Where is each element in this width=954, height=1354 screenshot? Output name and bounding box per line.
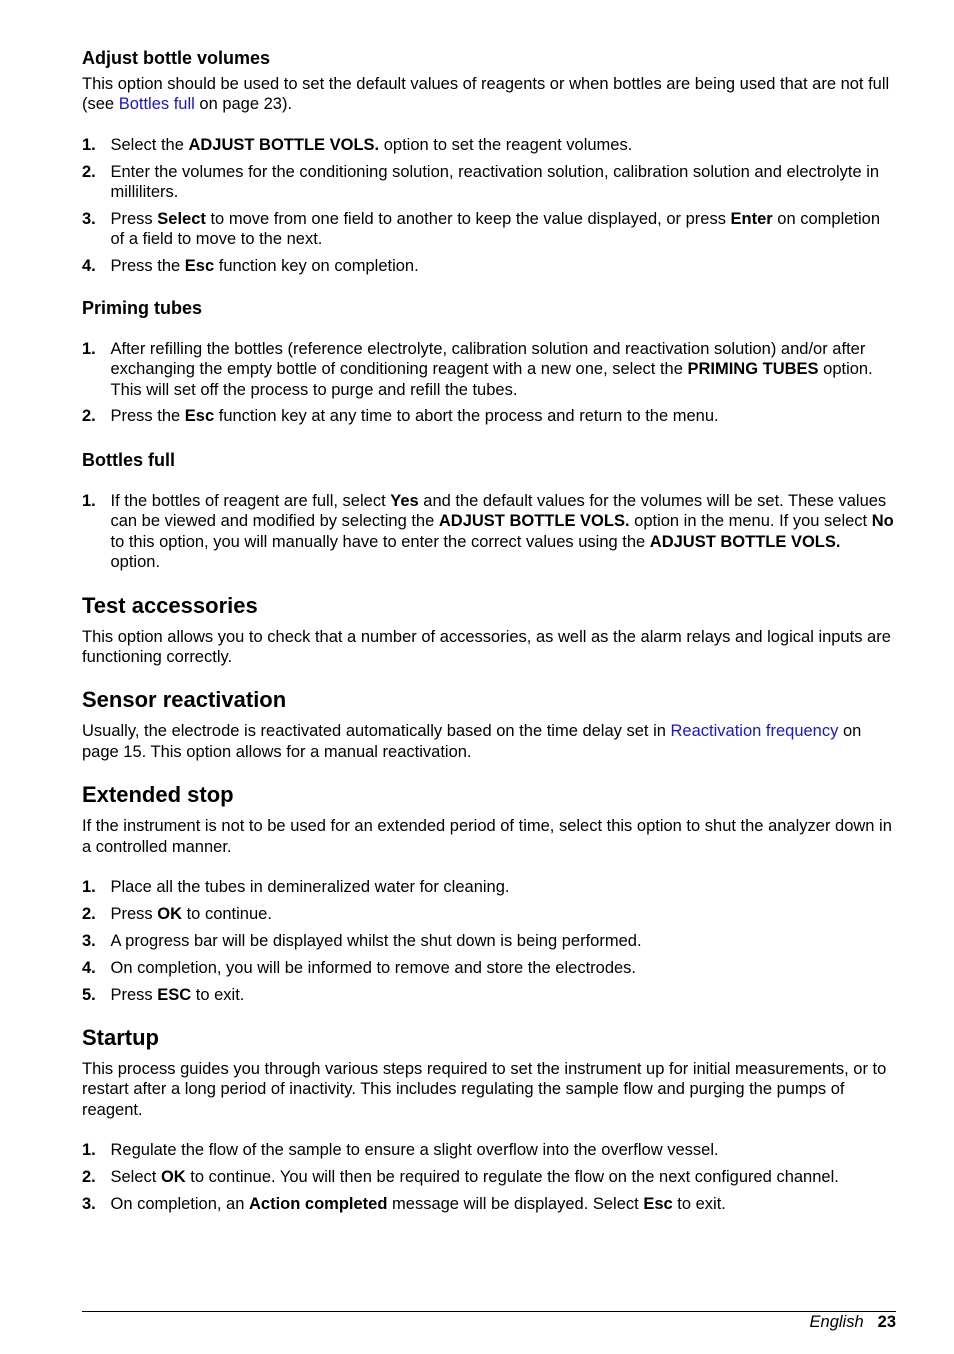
step-number: 2. [82, 904, 96, 923]
list-item [82, 406, 894, 426]
step-number: 1. [82, 491, 96, 510]
list-item [82, 209, 894, 250]
list-item [82, 135, 894, 155]
step-text: option in the menu. If you select [629, 512, 872, 531]
list-item [82, 162, 894, 203]
step-text: to continue. You will then be required to regulate the flow on the next configured channel. [185, 1168, 839, 1187]
step-text: On completion, you will be informed to remove and store the electrodes. [110, 958, 637, 977]
list-item [82, 339, 894, 400]
step-text: If the bottles of reagent are full, select [110, 491, 391, 510]
step-text: Press the [110, 257, 185, 276]
step-text: On completion, an [110, 1195, 249, 1213]
heading-test-accessories: Test accessories [82, 592, 258, 618]
list-item [82, 1140, 894, 1160]
step-text: to move from one field to another to keep the value displayed, or press [205, 210, 731, 229]
step-bold: ADJUST BOTTLE VOLS. [188, 135, 380, 154]
step-text: function key on completion. [214, 257, 419, 276]
step-number: 1. [82, 1141, 96, 1160]
startup-body: This process guides you through various steps required to set the instrument up for initial measurements, or to restart after a long period of inactivity. This includes regulating the sample flow and purging the pumps of reagent. [82, 1059, 887, 1119]
list-item [82, 877, 894, 897]
footer-divider [82, 1311, 896, 1312]
footer-language: English [809, 1313, 864, 1331]
list-item [82, 904, 894, 924]
step-number: 1. [82, 135, 96, 154]
adjust-intro [82, 74, 894, 115]
reactivation-text-a: Usually, the electrode is reactivated automatically based on the time delay set in [82, 722, 671, 741]
page-content [82, 47, 894, 1214]
page-footer [810, 1312, 896, 1332]
list-item [82, 1194, 894, 1214]
step-text: Regulate the flow of the sample to ensure a slight overflow into the overflow vessel. [110, 1141, 719, 1160]
step-bold: PRIMING TUBES [687, 360, 819, 379]
link-bottles-full[interactable]: Bottles full [118, 95, 195, 114]
step-bold: Action completed [249, 1195, 388, 1213]
step-number: 4. [82, 257, 96, 276]
adjust-steps [82, 135, 894, 277]
extended-stop-steps [82, 877, 894, 1005]
list-item [82, 958, 894, 978]
step-bold: Esc [184, 257, 215, 276]
sensor-reactivation-body [82, 721, 894, 762]
step-number: 5. [82, 985, 96, 1004]
step-text: option. This will set off the process to purge and refill the tubes. [110, 360, 873, 399]
extended-stop-body: If the instrument is not to be used for an extended period of time, select this option to shut the analyzer down in a controlled manner. [82, 817, 892, 856]
step-text: on completion of a field to move to the next. [110, 210, 881, 249]
step-text: Select [110, 1168, 161, 1187]
step-bold: OK [157, 904, 183, 923]
step-text: After refilling the bottles (reference electrolyte, calibration solution and reactivation solution) and/or after exchanging the empty bottle of conditioning reagent with a new one, select the [110, 339, 866, 379]
step-bold: ADJUST BOTTLE VOLS. [649, 532, 841, 551]
step-number: 1. [82, 339, 96, 358]
step-bold: No [871, 512, 894, 531]
priming-steps [82, 339, 894, 427]
step-text: Place all the tubes in demineralized water for cleaning. [110, 877, 510, 896]
step-text: option. [110, 553, 161, 572]
step-bold: Enter [730, 210, 773, 229]
heading-extended-stop: Extended stop [82, 782, 234, 808]
reactivation-text-b: on page 15. This option allows for a manual reactivation. [82, 722, 862, 761]
step-bold: Yes [390, 491, 419, 510]
test-accessories-body: This option allows you to check that a number of accessories, as well as the alarm relays and logical inputs are functioning correctly. [82, 627, 891, 666]
step-text: Press the [110, 407, 185, 426]
step-text: Select the [110, 135, 189, 154]
step-number: 3. [82, 1195, 96, 1213]
step-text: A progress bar will be displayed whilst the shut down is being performed. [110, 931, 642, 950]
step-text: to exit. [191, 985, 245, 1004]
step-number: 1. [82, 877, 96, 896]
step-text: Press [110, 904, 158, 923]
page-number: 23 [877, 1313, 896, 1331]
step-text: Press [110, 985, 158, 1004]
list-item [82, 931, 894, 951]
step-text: Enter the volumes for the conditioning solution, reactivation solution, calibration solution and electrolyte in milliliters. [110, 162, 880, 202]
list-item [82, 256, 894, 276]
step-bold: Select [157, 210, 206, 229]
step-text: message will be displayed. Select [387, 1195, 644, 1213]
bottles-full-steps [82, 491, 894, 573]
heading-sensor-reactivation: Sensor reactivation [82, 687, 287, 713]
step-text: function key at any time to abort the process and return to the menu. [214, 407, 719, 426]
link-reactivation-frequency[interactable]: Reactivation frequency [670, 722, 839, 741]
heading-startup: Startup [82, 1024, 159, 1050]
step-text: to this option, you will manually have to enter the correct values using the [110, 532, 650, 551]
step-text: to continue. [182, 904, 272, 923]
list-item [82, 491, 894, 573]
step-number: 3. [82, 210, 96, 229]
step-number: 4. [82, 958, 96, 977]
step-bold: ESC [157, 985, 192, 1004]
step-text: option to set the reagent volumes. [379, 135, 633, 154]
step-number: 3. [82, 931, 96, 950]
list-item [82, 1167, 894, 1187]
step-text: to exit. [672, 1195, 726, 1213]
heading-priming-tubes: Priming tubes [82, 297, 203, 318]
adjust-intro-text-a: This option should be used to set the default values of reagents or when bottles are being used that are not full (see [82, 75, 890, 114]
step-bold: OK [160, 1168, 186, 1187]
startup-steps [82, 1140, 894, 1214]
step-number: 2. [82, 407, 96, 426]
step-text: and the default values for the volumes will be set. These values can be viewed and modified by selecting the [110, 491, 887, 531]
step-bold: Esc [643, 1195, 673, 1213]
step-bold: Esc [184, 407, 215, 426]
step-number: 2. [82, 1168, 96, 1187]
list-item [82, 985, 894, 1005]
adjust-intro-text-b: on page 23). [194, 95, 293, 114]
step-number: 2. [82, 162, 96, 181]
step-text: Press [110, 210, 158, 229]
heading-adjust-bottle-volumes: Adjust bottle volumes [82, 48, 271, 68]
step-bold: ADJUST BOTTLE VOLS. [438, 512, 630, 531]
heading-bottles-full: Bottles full [82, 449, 175, 470]
